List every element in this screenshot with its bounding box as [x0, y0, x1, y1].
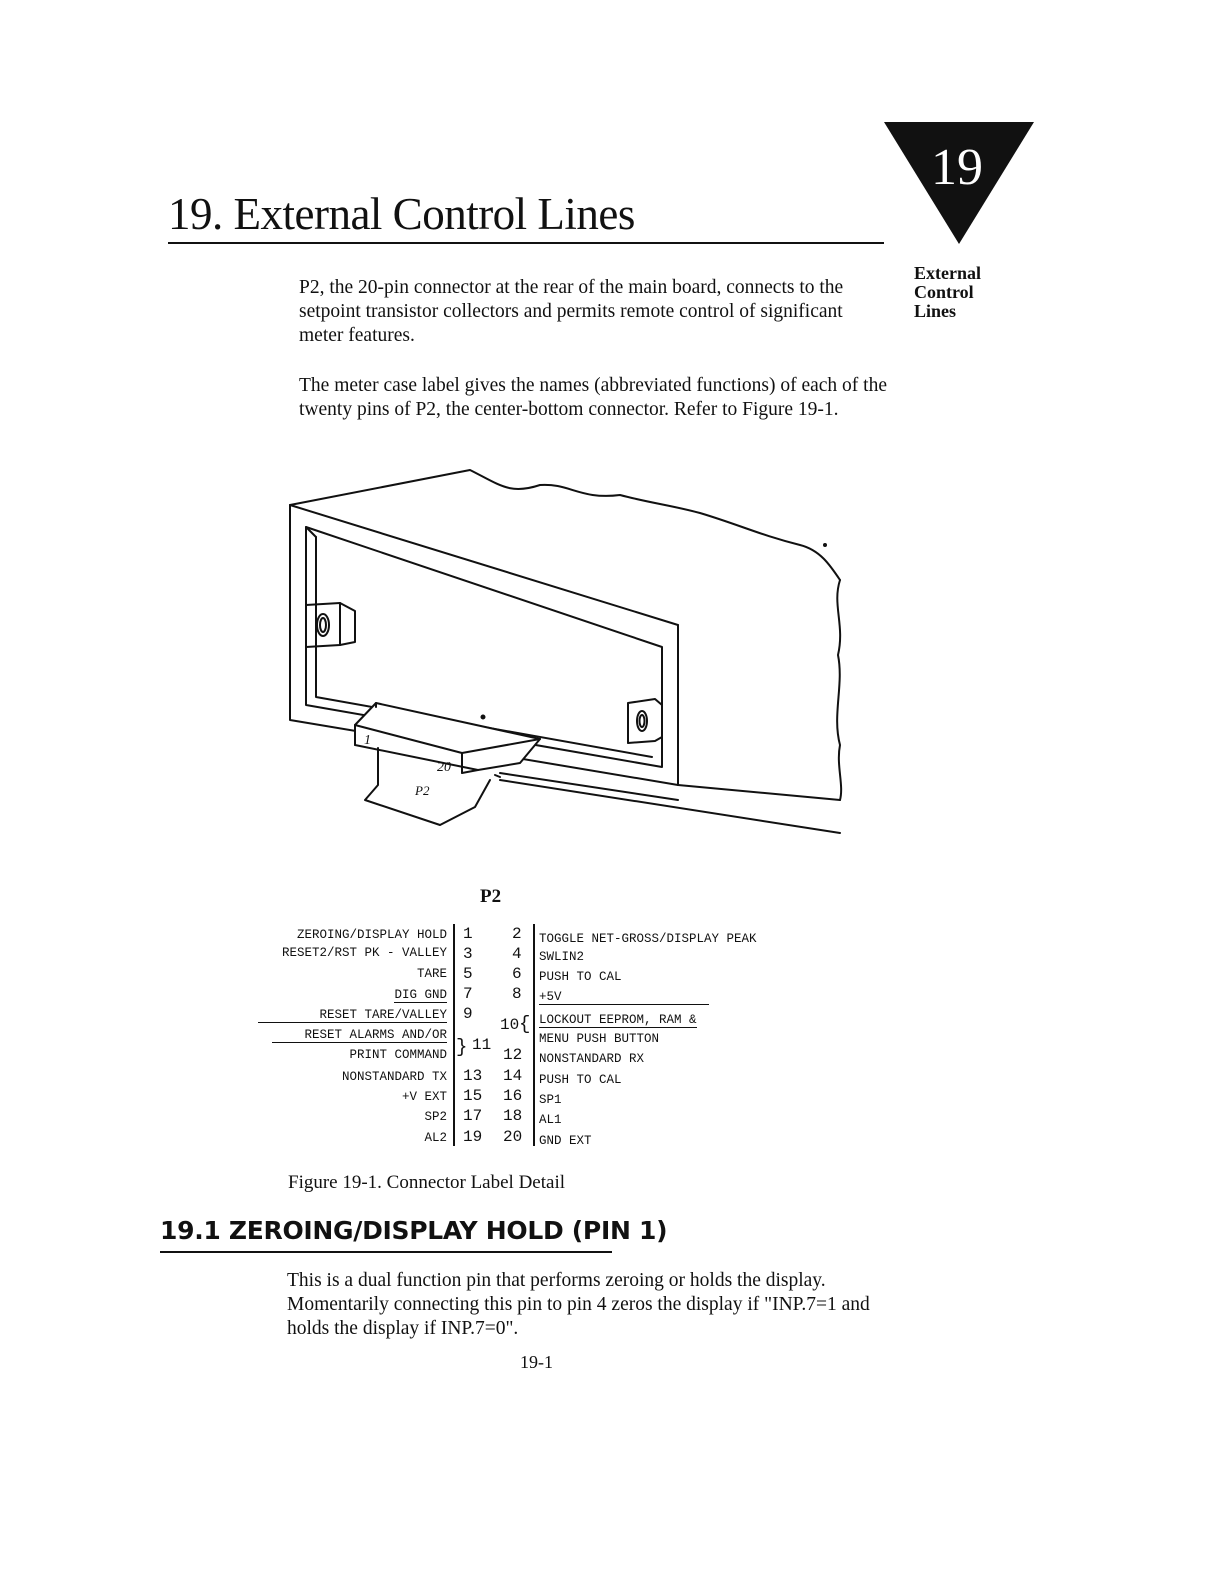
meter-case-drawing — [200, 455, 860, 875]
pin-label-right: GND EXT — [539, 1134, 592, 1148]
pin-number: 16 — [503, 1087, 523, 1105]
pin-label-right: MENU PUSH BUTTON — [539, 1032, 660, 1046]
pin-label-right: +5V — [539, 990, 709, 1005]
pin-number: 12 — [503, 1046, 523, 1064]
intro-paragraph: P2, the 20-pin connector at the rear of the main board, connects to the setpoint transistor collectors and permits remote control of significant meter features. — [299, 277, 844, 346]
pin-label-left: +V EXT — [401, 1090, 447, 1104]
pin-number: 20 — [503, 1128, 523, 1146]
pin-number: 11 — [472, 1036, 492, 1054]
pin-number: 5 — [463, 965, 473, 983]
chapter-tab-number: 19 — [931, 139, 983, 196]
chapter-title: 19. External Control Lines — [168, 189, 635, 239]
pin-number: 14 — [503, 1067, 523, 1085]
pin-number: 9 — [463, 1005, 473, 1023]
pin-label-right: AL1 — [539, 1113, 562, 1127]
pin-label-left: RESET TARE/VALLEY — [258, 1008, 447, 1023]
pin-number: 18 — [503, 1107, 523, 1125]
pin-label-right: SP1 — [539, 1093, 562, 1107]
title-rule — [168, 242, 884, 244]
pin-number: 4 — [512, 945, 522, 963]
pin-label-right: SWLIN2 — [539, 950, 585, 964]
connector-pin20-label: 20 — [437, 760, 451, 775]
pin-label-right: NONSTANDARD RX — [539, 1052, 645, 1066]
pin-10-brace: { — [519, 1013, 531, 1035]
pin-label-left: SP2 — [424, 1110, 447, 1124]
pin-label-left: NONSTANDARD TX — [341, 1070, 447, 1084]
figure-caption: Figure 19-1. Connector Label Detail — [288, 1172, 566, 1193]
pinout-title: P2 — [480, 886, 502, 907]
pin-number: 13 — [463, 1067, 483, 1085]
pin-number: 10 — [500, 1016, 520, 1034]
pin-11-brace: } — [456, 1036, 468, 1058]
pin-label-right: PUSH TO CAL — [539, 970, 622, 984]
pin-number: 2 — [512, 925, 522, 943]
page-number: 19-1 — [520, 1352, 553, 1372]
pin-label-right: LOCKOUT EEPROM, RAM & — [539, 1013, 697, 1027]
connector-pin1-label: 1 — [364, 733, 371, 748]
section-paragraph: This is a dual function pin that performs zeroing or holds the display. Momentarily connecting this pin to pin 4 zeros the display if "INP.7=1 and holds the display if INP.7=0". — [287, 1270, 870, 1339]
connector-name-label: P2 — [415, 783, 430, 798]
pin-label-left: AL2 — [424, 1131, 447, 1145]
pin-label-left: TARE — [416, 967, 447, 981]
pin-number: 1 — [463, 925, 473, 943]
section-heading: 19.1 ZEROING/DISPLAY HOLD (PIN 1) — [160, 1216, 668, 1245]
pin-number: 17 — [463, 1107, 483, 1125]
pin-label-left: RESET2/RST PK - VALLEY — [281, 946, 447, 960]
side-label-line: Control — [914, 282, 974, 302]
pin-number: 19 — [463, 1128, 483, 1146]
reference-paragraph: The meter case label gives the names (abbreviated functions) of each of the twenty pins of P2, the center-bottom connector. Refer to Figure 19-1. — [299, 375, 887, 420]
pin-number: 3 — [463, 945, 473, 963]
pin-number: 7 — [463, 985, 473, 1003]
pin-label-left: DIG GND — [394, 988, 447, 1002]
side-label-line: Lines — [914, 301, 957, 321]
pin-label-left: ZEROING/DISPLAY HOLD — [296, 928, 447, 942]
pin-number: 6 — [512, 965, 522, 983]
pin-number: 15 — [463, 1087, 483, 1105]
side-label — [914, 264, 981, 321]
pin-label-left: RESET ALARMS AND/OR — [272, 1028, 447, 1043]
pin-label-right: TOGGLE NET-GROSS/DISPLAY PEAK — [539, 932, 757, 946]
section-rule — [160, 1251, 612, 1253]
pin-label-left: PRINT COMMAND — [349, 1048, 447, 1062]
side-label-line: External — [914, 263, 981, 283]
pin-number: 8 — [512, 985, 522, 1003]
pin-label-right: PUSH TO CAL — [539, 1073, 622, 1087]
